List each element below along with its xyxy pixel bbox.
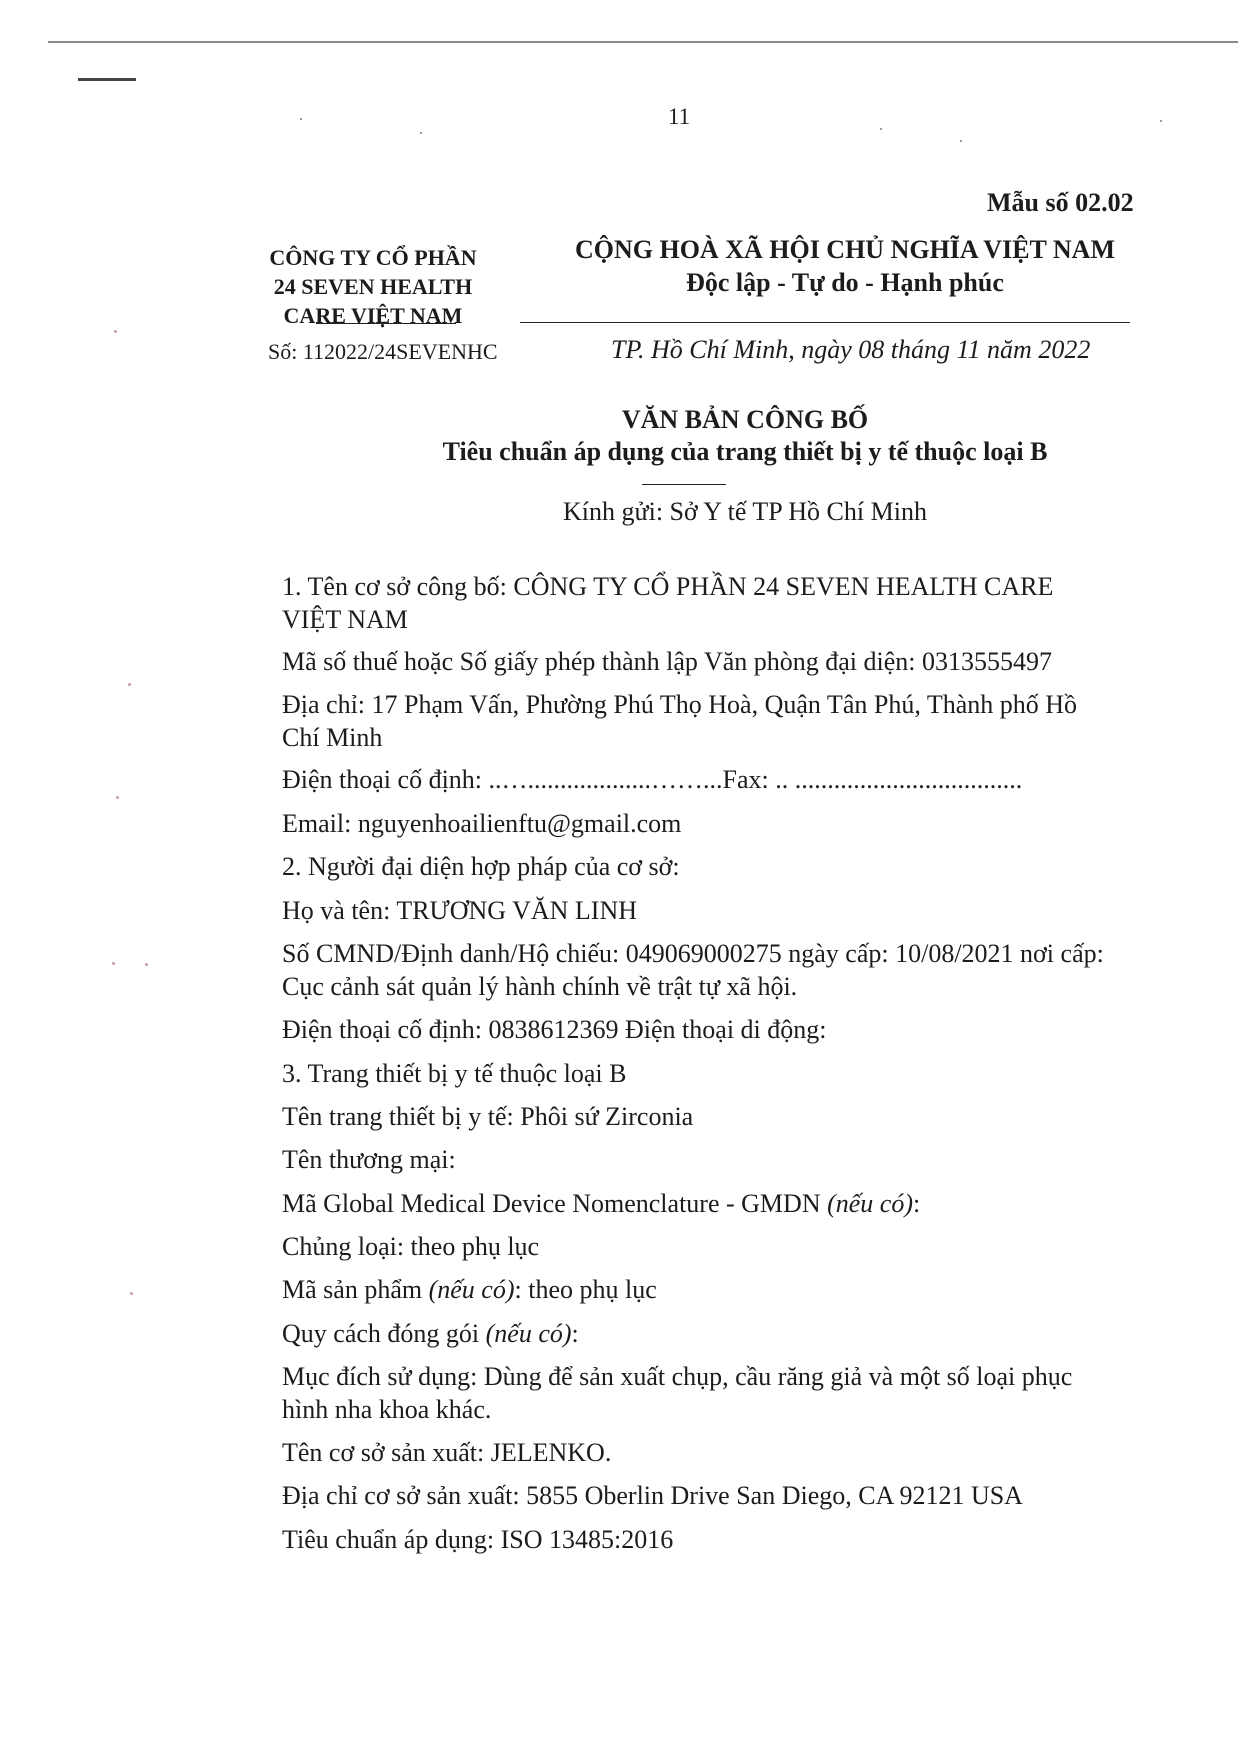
- section-3-heading: 3. Trang thiết bị y tế thuộc loại B: [282, 1059, 627, 1088]
- applied-standard-line: Tiêu chuẩn áp dụng: ISO 13485:2016: [282, 1525, 674, 1554]
- scan-dot: [145, 963, 148, 966]
- tax-code-line: Mã số thuế hoặc Số giấy phép thành lập Văn phòng đại diện: 0313555497: [282, 647, 1053, 676]
- form-number: Mẫu số 02.02: [987, 188, 1134, 217]
- id-line2: Cục cảnh sát quản lý hành chính về trật tự xã hội.: [282, 972, 798, 1001]
- scan-speck: [300, 118, 302, 120]
- address-line2: Chí Minh: [282, 723, 383, 752]
- product-code-optional-note: (nếu có): [428, 1275, 515, 1304]
- packaging-line: [282, 1317, 579, 1350]
- email-line: Email: nguyenhoailienftu@gmail.com: [282, 809, 682, 838]
- packaging-optional-note: (nếu có): [485, 1319, 572, 1348]
- category-line: Chủng loại: theo phụ lục: [282, 1232, 540, 1261]
- page-number: 11: [668, 104, 691, 129]
- scan-dot: [130, 1292, 133, 1295]
- document-title: VĂN BẢN CÔNG BỐ: [621, 405, 869, 434]
- packaging-label: Quy cách đóng gói: [282, 1319, 486, 1348]
- republic-title: CỘNG HOÀ XÃ HỘI CHỦ NGHĨA VIỆT NAM: [574, 235, 1116, 264]
- scan-speck: [880, 128, 882, 130]
- document-number: Số: 112022/24SEVENHC: [268, 339, 498, 364]
- manufacturer-address-line: Địa chỉ cơ sở sản xuất: 5855 Oberlin Drive San Diego, CA 92121 USA: [282, 1481, 1023, 1510]
- manufacturer-line: Tên cơ sở sản xuất: JELENKO.: [282, 1438, 612, 1467]
- address-line1: Địa chỉ: 17 Phạm Vấn, Phường Phú Thọ Hoà, Quận Tân Phú, Thành phố Hồ: [282, 690, 1078, 719]
- representative-phone: Điện thoại cố định: 0838612369 Điện thoại di động:: [282, 1015, 827, 1044]
- section-2-heading: 2. Người đại diện hợp pháp của cơ sở:: [282, 852, 680, 881]
- title-underline: [642, 484, 726, 485]
- company-name-line: CARE VIỆT NAM: [283, 303, 463, 328]
- place-date: TP. Hồ Chí Minh, ngày 08 tháng 11 năm 2022: [611, 335, 1091, 364]
- product-code-line: [282, 1273, 657, 1306]
- section-1-company-line2: VIỆT NAM: [282, 605, 408, 634]
- company-underline: [316, 323, 456, 324]
- purpose-line1: Mục đích sử dụng: Dùng để sản xuất chụp, cầu răng giả và một số loại phục: [282, 1362, 1073, 1391]
- device-name-line: Tên trang thiết bị y tế: Phôi sứ Zirconia: [282, 1102, 694, 1131]
- scan-dot: [114, 330, 117, 333]
- scan-speck: [420, 132, 422, 134]
- trade-name-line: Tên thương mại:: [282, 1145, 456, 1174]
- scan-dot: [128, 683, 131, 686]
- scan-edge-line: [48, 41, 1238, 43]
- scan-dot: [112, 962, 115, 965]
- gmdn-line: [282, 1187, 920, 1220]
- product-code-value: : theo phụ lục: [514, 1275, 657, 1304]
- scan-speck: [960, 140, 962, 142]
- packaging-colon: :: [571, 1319, 579, 1348]
- phone-fax-line: Điện thoại cố định: ..…...................……...Fax: .. ...................................: [282, 765, 1023, 794]
- scan-speck: [1160, 120, 1162, 122]
- scan-dot: [116, 796, 119, 799]
- company-name: [268, 243, 478, 330]
- recipient-line: Kính gửi: Sở Y tế TP Hồ Chí Minh: [563, 497, 927, 526]
- product-code-label: Mã sản phẩm: [282, 1275, 429, 1304]
- representative-name: Họ và tên: TRƯƠNG VĂN LINH: [282, 896, 638, 925]
- scan-edge-mark: [78, 78, 136, 81]
- purpose-line2: hình nha khoa khác.: [282, 1395, 492, 1424]
- gmdn-colon: :: [913, 1189, 921, 1218]
- motto: Độc lập - Tự do - Hạnh phúc: [686, 268, 1004, 297]
- document-subtitle: Tiêu chuẩn áp dụng của trang thiết bị y tế thuộc loại B: [442, 437, 1048, 466]
- section-1-company-line1: 1. Tên cơ sở công bố: CÔNG TY CỔ PHẦN 24 SEVEN HEALTH CARE: [282, 572, 1054, 601]
- company-name-line: CÔNG TY CỔ PHẦN: [269, 245, 477, 270]
- gmdn-label: Mã Global Medical Device Nomenclature - GMDN: [282, 1189, 828, 1218]
- gmdn-optional-note: (nếu có): [827, 1189, 914, 1218]
- company-name-line: 24 SEVEN HEALTH: [273, 274, 473, 299]
- motto-underline: [520, 322, 1130, 323]
- id-line1: Số CMND/Định danh/Hộ chiếu: 049069000275 ngày cấp: 10/08/2021 nơi cấp:: [282, 939, 1104, 968]
